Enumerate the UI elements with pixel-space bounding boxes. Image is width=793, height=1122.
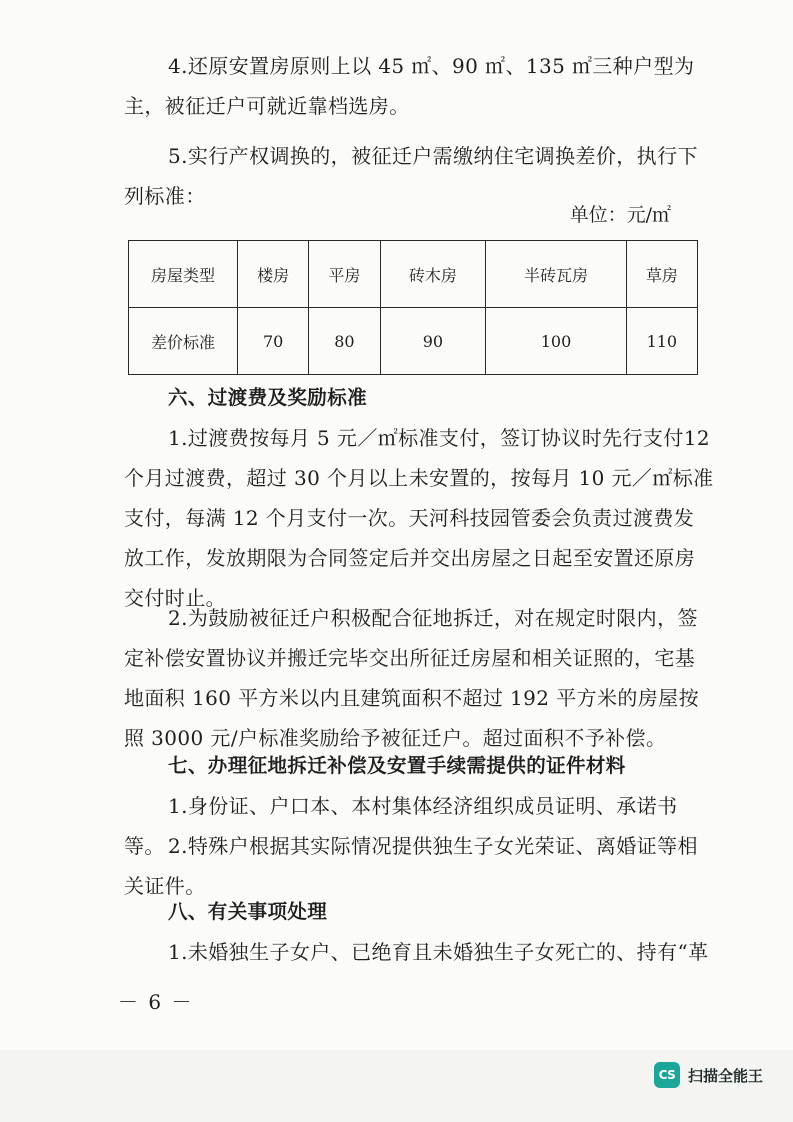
unit-label: 单位：元/㎡ [569, 204, 671, 226]
camscanner-logo-icon: CS [654, 1062, 680, 1088]
section-heading-7: 七、办理征地拆迁补偿及安置手续需提供的证件材料 [168, 754, 626, 777]
table-cell: 100 [486, 308, 626, 375]
table-cell: 房屋类型 [129, 241, 238, 308]
paragraph-7-2: 2.特殊户根据其实际情况提供独生子女光荣证、离婚证等相关证件。 [124, 834, 698, 898]
table-cell: 楼房 [238, 241, 309, 308]
page-number: － 6 － [118, 990, 194, 1014]
table-cell: 110 [626, 308, 697, 375]
table-cell: 砖木房 [380, 241, 486, 308]
scanner-watermark [654, 1062, 763, 1088]
paragraph-8-1: 1.未婚独生子女户、已绝育且未婚独生子女死亡的、持有“革 [168, 940, 709, 964]
paragraph-7-1: 1.身份证、户口本、本村集体经济组织成员证明、承诺书等。 [124, 794, 678, 858]
table-cell: 90 [380, 308, 486, 375]
table-cell: 80 [309, 308, 380, 375]
table-cell: 平房 [309, 241, 380, 308]
table-cell: 差价标准 [129, 308, 238, 375]
table-row [129, 308, 698, 375]
section-heading-8: 八、有关事项处理 [168, 900, 328, 923]
table-row [129, 241, 698, 308]
table-cell: 70 [238, 308, 309, 375]
price-difference-table [128, 240, 698, 375]
section-heading-6: 六、过渡费及奖励标准 [168, 386, 368, 409]
paragraph-4: 4.还原安置房原则上以 45 ㎡、90 ㎡、135 ㎡三种户型为主，被征迁户可就近靠档选房。 [124, 54, 695, 118]
paragraph-6-1: 1.过渡费按每月 5 元／㎡标准支付，签订协议时先行支付12 个月过渡费，超过 30 个月以上未安置的，按每月 10 元／㎡标准支付，每满 12 个月支付一次。天河科技园管委会负责过渡费发放工作，发放期限为合同签定后并交出房屋之日起至安置还原房交付时止。 [124, 426, 714, 610]
paragraph-5: 5.实行产权调换的，被征迁户需缴纳住宅调换差价，执行下列标准： [124, 144, 698, 208]
table-cell: 草房 [626, 241, 697, 308]
watermark-text: 扫描全能王 [687, 1066, 763, 1085]
table-cell: 半砖瓦房 [486, 241, 626, 308]
paragraph-6-2: 2.为鼓励被征迁户积极配合征地拆迁，对在规定时限内，签定补偿安置协议并搬迁完毕交出所征迁房屋和相关证照的，宅基地面积 160 平方米以内且建筑面积不超过 192 平方米的房屋按照 3000 元/户标准奖励给予被征迁户。超过面积不予补偿。 [124, 606, 699, 750]
